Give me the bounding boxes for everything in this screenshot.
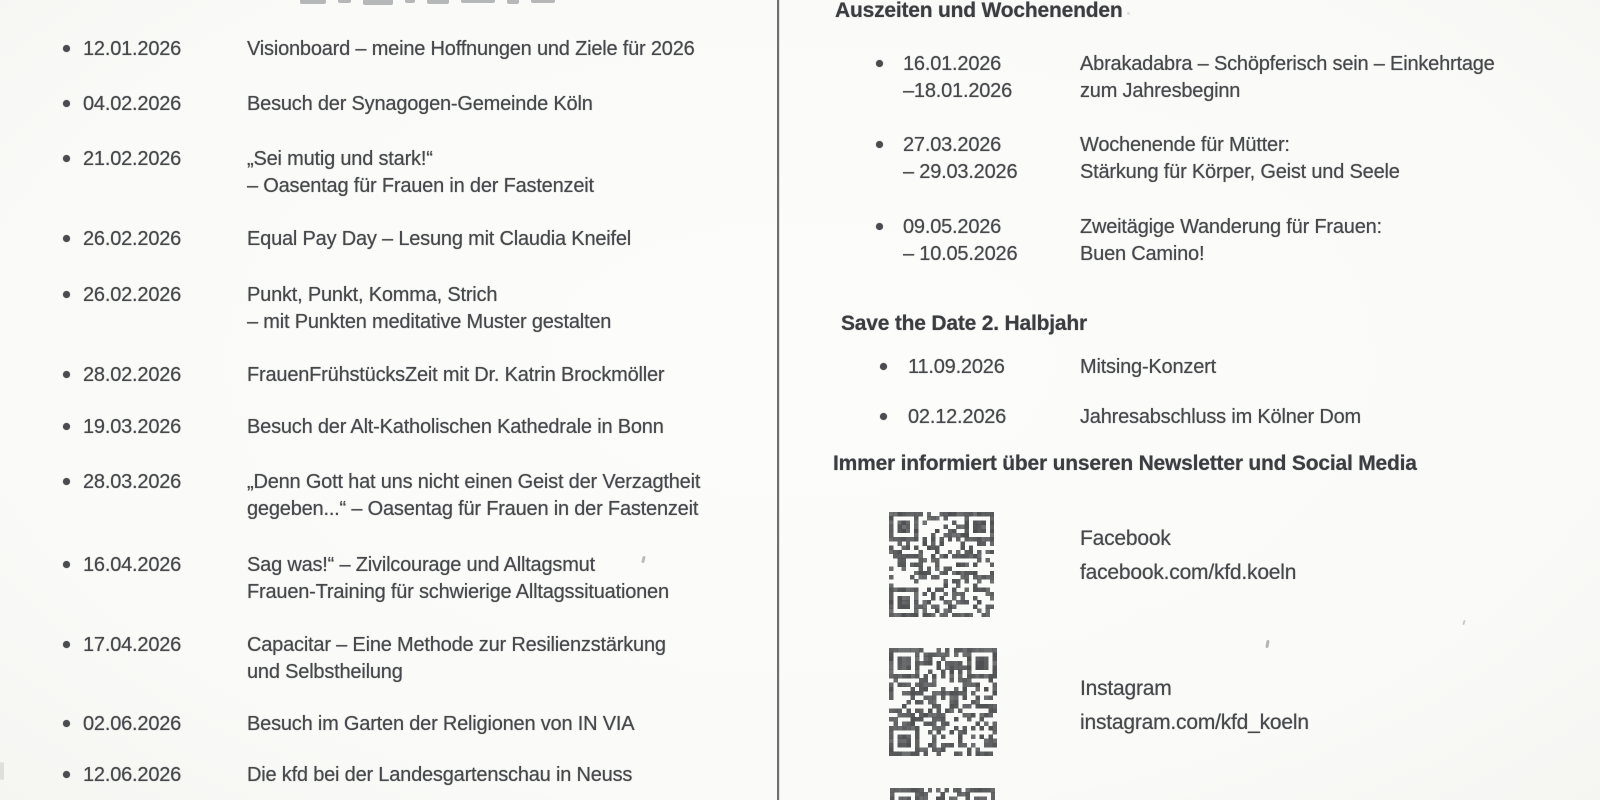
event-date: 12.01.2026	[83, 38, 182, 60]
event-description: Equal Pay Day – Lesung mit Claudia Kneifel	[247, 228, 632, 250]
scan-speck	[1265, 640, 1269, 648]
scan-speck	[1127, 12, 1130, 15]
instagram-qr-code	[889, 648, 997, 756]
bullet-icon	[63, 762, 83, 778]
event-description: Besuch der Synagogen-Gemeinde Köln	[247, 93, 593, 115]
event-row	[63, 146, 594, 200]
event-row	[876, 51, 1495, 105]
event-description: Zweitägige Wanderung für Frauen: Buen Camino!	[1080, 216, 1382, 265]
event-description: Punkt, Punkt, Komma, Strich – mit Punkten meditative Muster gestalten	[247, 284, 612, 333]
event-row	[63, 552, 669, 606]
bullet-icon	[63, 632, 83, 648]
facebook-url: facebook.com/kfd.koeln	[1080, 561, 1297, 584]
cropped-text-fragment	[300, 0, 555, 6]
instagram-url: instagram.com/kfd_koeln	[1080, 711, 1309, 734]
event-date: 26.02.2026	[83, 228, 182, 250]
bullet-icon	[876, 51, 903, 67]
facebook-label: Facebook	[1080, 527, 1171, 550]
event-date: 27.03.2026 – 29.03.2026	[903, 134, 1018, 183]
event-description: Jahresabschluss im Kölner Dom	[1080, 406, 1361, 428]
event-description: Die kfd bei der Landesgartenschau in Neuss	[247, 764, 633, 786]
bullet-icon	[63, 362, 83, 378]
scan-edge-smudge	[0, 762, 4, 780]
event-description: Visionboard – meine Hoffnungen und Ziele für 2026	[247, 38, 695, 60]
bullet-icon	[63, 414, 83, 430]
event-date: 02.06.2026	[83, 713, 182, 735]
event-date: 04.02.2026	[83, 93, 182, 115]
event-date: 26.02.2026	[83, 284, 182, 306]
event-date: 09.05.2026 – 10.05.2026	[903, 216, 1018, 265]
facebook-link-block	[1080, 522, 1296, 590]
event-date: 28.02.2026	[83, 364, 182, 386]
bullet-icon	[876, 132, 903, 148]
event-description: Wochenende für Mütter: Stärkung für Körper, Geist und Seele	[1080, 134, 1400, 183]
event-date: 17.04.2026	[83, 634, 182, 656]
event-row	[876, 214, 1382, 268]
save-the-date-heading: Save the Date 2. Halbjahr	[841, 312, 1087, 335]
event-row	[880, 404, 1361, 431]
event-description: Abrakadabra – Schöpferisch sein – Einkehrtage zum Jahresbeginn	[1080, 53, 1495, 102]
bullet-icon	[63, 552, 83, 568]
event-description: Capacitar – Eine Methode zur Resilienzstärkung und Selbstheilung	[247, 634, 666, 683]
bullet-icon	[63, 91, 83, 107]
event-row	[63, 469, 700, 523]
event-date: 12.06.2026	[83, 764, 182, 786]
event-description: „Sei mutig und stark!“ – Oasentag für Frauen in der Fastenzeit	[247, 148, 594, 197]
event-row	[63, 414, 664, 441]
event-date: 21.02.2026	[83, 148, 182, 170]
event-description: Besuch im Garten der Religionen von IN VIA	[247, 713, 635, 735]
event-row	[876, 132, 1400, 186]
column-divider	[777, 0, 779, 800]
bullet-icon	[880, 354, 908, 370]
instagram-label: Instagram	[1080, 677, 1172, 700]
bullet-icon	[880, 404, 908, 420]
retreats-heading: Auszeiten und Wochenenden	[835, 0, 1123, 22]
newsletter-social-heading: Immer informiert über unseren Newsletter und Social Media	[833, 452, 1417, 475]
event-date: 19.03.2026	[83, 416, 182, 438]
bullet-icon	[63, 469, 83, 485]
event-description: Mitsing-Konzert	[1080, 356, 1216, 378]
bullet-icon	[63, 146, 83, 162]
partial-qr-code	[890, 788, 995, 800]
scan-speck	[1462, 620, 1465, 625]
instagram-link-block	[1080, 672, 1309, 740]
event-date: 28.03.2026	[83, 471, 182, 493]
event-row	[63, 711, 634, 738]
event-date: 16.04.2026	[83, 554, 182, 576]
event-description: Sag was!“ – Zivilcourage und Alltagsmut Frauen-Training für schwierige Alltagssituationen	[247, 554, 669, 603]
event-row	[63, 36, 695, 63]
bullet-icon	[63, 711, 83, 727]
event-date: 11.09.2026	[908, 356, 1005, 378]
bullet-icon	[63, 282, 83, 298]
event-row	[63, 91, 593, 118]
event-date: 02.12.2026	[908, 406, 1007, 428]
event-date: 16.01.2026 –18.01.2026	[903, 53, 1013, 102]
event-description: „Denn Gott hat uns nicht einen Geist der Verzagtheit gegeben...“ – Oasentag für Frauen in der Fastenzeit	[247, 471, 701, 520]
event-row	[880, 354, 1216, 381]
event-description: Besuch der Alt-Katholischen Kathedrale in Bonn	[247, 416, 664, 438]
event-row	[63, 632, 666, 686]
event-row	[63, 762, 632, 789]
event-row	[63, 282, 611, 336]
event-description: FrauenFrühstücksZeit mit Dr. Katrin Brockmöller	[247, 364, 665, 386]
event-row	[63, 362, 664, 389]
bullet-icon	[63, 226, 83, 242]
bullet-icon	[63, 36, 83, 52]
bullet-icon	[876, 214, 903, 230]
facebook-qr-code	[889, 512, 994, 617]
event-row	[63, 226, 631, 253]
